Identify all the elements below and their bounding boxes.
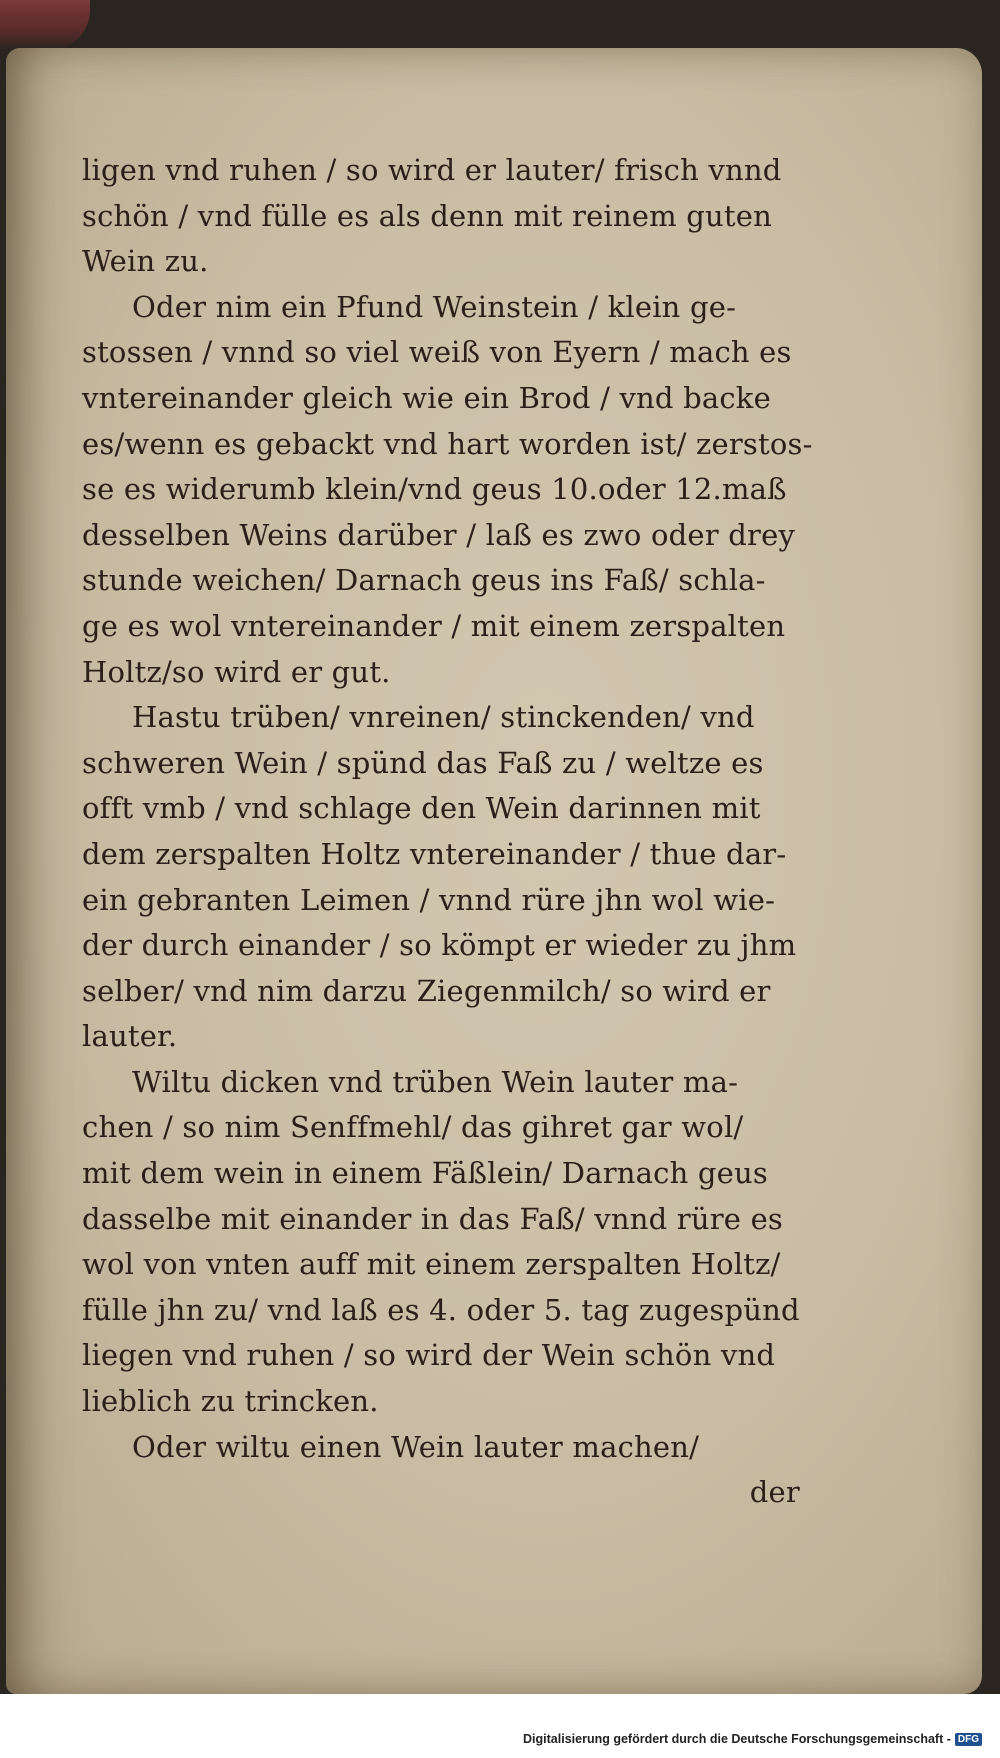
text-line: Wiltu dicken vnd trüben Wein lauter ma-	[132, 1064, 739, 1099]
text-line: Wein zu.	[82, 244, 209, 279]
text-line: offt vmb / vnd schlage den Wein darinnen mit	[82, 791, 761, 826]
text-line: ein gebranten Leimen / vnnd rüre jhn wol wie-	[82, 882, 776, 917]
text-line: Hastu trüben/ vnreinen/ stinckenden/ vnd	[132, 700, 755, 735]
text-line: desselben Weins darüber / laß es zwo oder drey	[82, 517, 796, 552]
text-line: schweren Wein / spünd das Faß zu / weltze es	[82, 745, 764, 780]
text-line: Oder wiltu einen Wein lauter machen/	[132, 1429, 700, 1464]
catchword: der	[749, 1475, 800, 1510]
text-line: es/wenn es gebackt vnd hart worden ist/ zerstos-	[82, 426, 813, 461]
page-text	[82, 148, 822, 1516]
text-line: lieblich zu trincken.	[82, 1384, 379, 1419]
text-line: se es widerumb klein/vnd geus 10.oder 12.maß	[82, 472, 787, 507]
text-line: dasselbe mit einander in das Faß/ vnnd rüre es	[82, 1201, 784, 1236]
text-line: ge es wol vntereinander / mit einem zerspalten	[82, 608, 786, 643]
footer-bar	[0, 1694, 1000, 1758]
text-line: Oder nim ein Pfund Weinstein / klein ge-	[132, 289, 737, 324]
dfg-logo-icon: DFG	[955, 1733, 982, 1746]
text-line: stossen / vnnd so viel weiß von Eyern / mach es	[82, 335, 792, 370]
credit-text: Digitalisierung gefördert durch die Deutsche Forschungsgemeinschaft -	[523, 1732, 951, 1746]
book-page	[6, 48, 982, 1694]
text-line: liegen vnd ruhen / so wird der Wein schön vnd	[82, 1338, 776, 1373]
text-line: Holtz/so wird er gut.	[82, 654, 391, 689]
text-line: fülle jhn zu/ vnd laß es 4. oder 5. tag zugespünd	[82, 1292, 800, 1327]
text-line: wol von vnten auff mit einem zerspalten Holtz/	[82, 1247, 781, 1282]
text-line: vntereinander gleich wie ein Brod / vnd backe	[82, 380, 771, 415]
text-line: ligen vnd ruhen / so wird er lauter/ frisch vnnd	[82, 153, 782, 187]
text-line: mit dem wein in einem Fäßlein/ Darnach geus	[82, 1156, 768, 1191]
text-line: lauter.	[82, 1019, 178, 1054]
text-line: schön / vnd fülle es als denn mit reinem guten	[82, 198, 772, 233]
digitization-credit	[523, 1732, 982, 1746]
text-line: chen / so nim Senffmehl/ das gihret gar wol/	[82, 1110, 744, 1145]
text-line: der durch einander / so kömpt er wieder zu jhm	[82, 928, 797, 963]
text-line: dem zerspalten Holtz vntereinander / thue dar-	[82, 836, 787, 871]
text-line: stunde weichen/ Darnach geus ins Faß/ schla-	[82, 563, 766, 598]
text-line: selber/ vnd nim darzu Ziegenmilch/ so wird er	[82, 973, 771, 1008]
binding-edge	[0, 0, 90, 50]
